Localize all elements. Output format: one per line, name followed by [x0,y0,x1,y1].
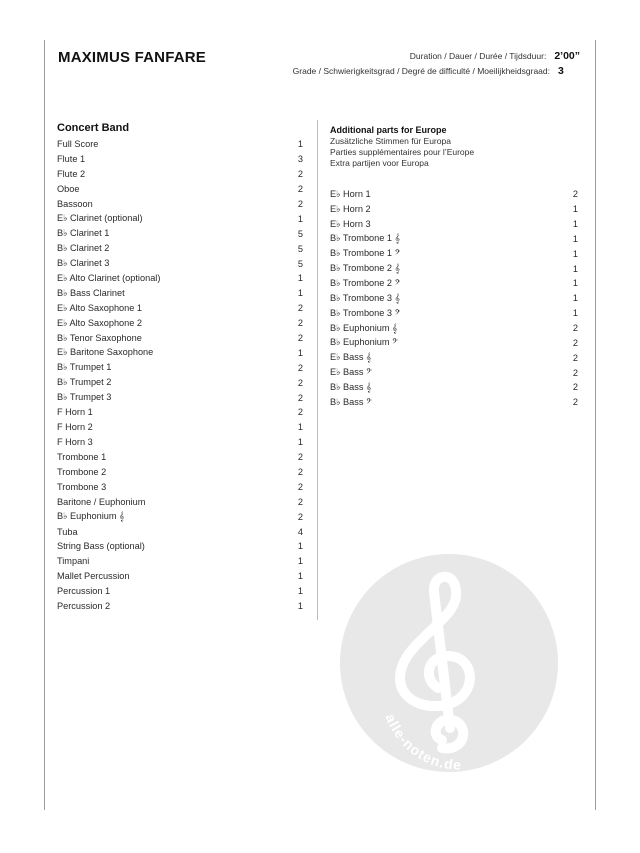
concert-band-part-row [57,167,303,182]
europe-subtitle-de: Zusätzliche Stimmen für Europa [330,136,451,146]
europe-part-name: B♭ Trombone 2 𝄞 [330,263,401,274]
concert-band-part-count: 3 [297,154,303,165]
concert-band-part-row [57,569,303,584]
concert-band-part-row [57,152,303,167]
concert-band-part-row [57,450,303,465]
concert-band-part-name: E♭ Alto Saxophone 2 [57,317,143,328]
europe-part-name: E♭ Horn 3 [330,218,371,229]
concert-band-part-row [57,316,303,331]
concert-band-part-name: Tuba [57,526,78,537]
concert-band-part-name: Full Score [57,139,99,150]
concert-band-part-count: 2 [297,377,303,388]
concert-band-part-count: 1 [297,139,303,150]
concert-band-part-count: 1 [297,437,303,448]
concert-band-part-count: 2 [297,511,303,522]
concert-band-part-name: Trombone 1 [57,452,107,463]
concert-band-part-name: String Bass (optional) [57,541,145,552]
concert-band-part-count: 1 [297,571,303,582]
concert-band-part-name: B♭ Trumpet 2 [57,377,112,388]
concert-band-part-row [57,301,303,316]
concert-band-part-name: F Horn 3 [57,437,93,448]
concert-band-part-name: Baritone / Euphonium [57,496,146,507]
concert-band-part-count: 1 [297,288,303,299]
europe-part-name: E♭ Horn 2 [330,203,371,214]
concert-band-part-count: 2 [297,318,303,329]
concert-band-part-row [57,554,303,569]
concert-band-part-row [57,584,303,599]
concert-band-part-name: Trombone 3 [57,481,107,492]
concert-band-part-row [57,360,303,375]
concert-band-part-count: 1 [297,541,303,552]
concert-band-part-name: Timpani [57,556,90,567]
europe-part-name: E♭ Bass 𝄢 [330,367,372,378]
concert-band-part-row [57,435,303,450]
concert-band-part-count: 2 [297,184,303,195]
concert-band-part-count: 5 [297,228,303,239]
concert-band-part-count: 2 [297,303,303,314]
right-margin-rule [595,40,596,810]
concert-band-part-count: 2 [297,333,303,344]
europe-part-name: B♭ Bass 𝄢 [330,396,372,407]
duration-line [410,50,580,62]
concert-band-part-row [57,331,303,346]
concert-band-part-name: Bassoon [57,199,93,209]
concert-band-part-row [57,390,303,405]
concert-band-part-row [57,286,303,301]
concert-band-part-name: B♭ Trumpet 1 [57,362,112,373]
europe-part-name: B♭ Euphonium 𝄢 [330,337,398,348]
europe-part-row [330,246,578,261]
europe-part-count: 1 [572,248,578,259]
europe-part-count: 2 [572,397,578,408]
duration-label: Duration / Dauer / Durée / Tijdsduur: [409,51,547,61]
watermark-logo [338,552,560,774]
concert-band-part-count: 5 [297,243,303,254]
watermark-disc [340,554,558,772]
column-divider [317,120,318,620]
europe-part-count: 2 [572,352,578,363]
europe-part-row [330,335,578,350]
concert-band-part-name: B♭ Trumpet 3 [57,392,112,403]
europe-part-count: 2 [572,189,578,200]
concert-band-part-count: 2 [297,452,303,463]
page-title: MAXIMUS FANFARE [58,49,207,66]
concert-band-column [57,122,303,614]
europe-part-name: E♭ Bass 𝄞 [330,352,372,363]
europe-part-count: 1 [572,204,578,215]
concert-band-part-name: F Horn 1 [57,407,93,418]
europe-part-row [330,291,578,306]
concert-band-part-count: 1 [297,556,303,567]
concert-band-part-row [57,524,303,539]
europe-part-count: 1 [572,219,578,230]
concert-band-heading: Concert Band [57,122,130,134]
europe-headings [330,125,578,169]
concert-band-part-row [57,182,303,197]
concert-band-part-row [57,405,303,420]
concert-band-part-row [57,226,303,241]
europe-part-row [330,187,578,202]
europe-part-count: 2 [572,382,578,393]
concert-band-part-count: 1 [297,273,303,284]
concert-band-part-name: B♭ Clarinet 2 [57,243,110,254]
concert-band-part-count: 1 [297,586,303,597]
concert-band-part-row [57,375,303,390]
europe-part-row [330,232,578,247]
concert-band-part-count: 2 [297,392,303,403]
europe-part-row [330,395,578,410]
europe-part-row [330,365,578,380]
concert-band-part-row [57,509,303,524]
europe-part-row [330,321,578,336]
concert-band-part-name: Oboe [57,184,80,195]
europe-part-count: 1 [572,263,578,274]
europe-part-name: E♭ Horn 1 [330,188,371,199]
concert-band-part-name: B♭ Euphonium 𝄞 [57,511,125,522]
concert-band-part-count: 4 [297,526,303,537]
concert-band-part-row [57,479,303,494]
europe-part-row [330,306,578,321]
europe-part-count: 2 [572,367,578,378]
concert-band-part-row [57,211,303,226]
europe-subtitle-fr: Parties supplémentaires pour l’Europe [330,147,475,157]
concert-band-part-count: 2 [297,362,303,373]
concert-band-part-row [57,256,303,271]
concert-band-part-count: 1 [297,213,303,224]
concert-band-part-row [57,345,303,360]
concert-band-part-row [57,420,303,435]
concert-band-part-name: Flute 2 [57,169,86,180]
concert-band-part-row [57,599,303,614]
watermark-text: alle-noten.de [382,711,463,773]
europe-part-row [330,380,578,395]
concert-band-part-name: B♭ Bass Clarinet [57,287,125,298]
europe-part-count: 2 [572,323,578,334]
europe-parts-list [330,187,578,410]
europe-parts-column [330,125,578,410]
grade-line [293,65,580,77]
concert-band-part-count: 1 [297,422,303,433]
concert-band-part-count: 2 [297,467,303,478]
europe-heading: Additional parts for Europe [330,125,447,135]
concert-band-parts-list [57,137,303,614]
europe-part-name: B♭ Trombone 3 𝄢 [330,307,401,318]
concert-band-part-row [57,197,303,212]
concert-band-part-count: 1 [297,347,303,358]
concert-band-part-row [57,137,303,152]
grade-label: Grade / Schwierigkeitsgrad / Degré de difficulté / Moeilijkheidsgraad: [292,66,550,76]
grade-value: 3 [558,65,564,77]
concert-band-part-name: Mallet Percussion [57,571,130,582]
concert-band-part-name: E♭ Clarinet (optional) [57,213,143,224]
europe-part-count: 2 [572,337,578,348]
europe-part-name: B♭ Trombone 1 𝄞 [330,233,401,244]
concert-band-part-row [57,465,303,480]
concert-band-part-name: Flute 1 [57,154,86,165]
concert-band-part-count: 2 [297,169,303,180]
concert-band-part-row [57,271,303,286]
concert-band-part-row [57,494,303,509]
europe-part-name: B♭ Trombone 3 𝄞 [330,292,401,303]
europe-part-row [330,350,578,365]
concert-band-part-count: 1 [297,601,303,612]
left-margin-rule [44,40,45,810]
concert-band-part-name: E♭ Baritone Saxophone [57,347,154,358]
europe-subtitle-nl: Extra partijen voor Europa [330,158,429,168]
duration-value: 2’00” [554,50,580,62]
concert-band-part-count: 2 [297,481,303,492]
concert-band-part-name: Percussion 2 [57,601,111,612]
europe-part-name: B♭ Trombone 1 𝄢 [330,248,401,259]
concert-band-part-count: 2 [297,496,303,507]
concert-band-part-name: B♭ Clarinet 1 [57,228,110,239]
europe-part-row [330,276,578,291]
concert-band-part-name: E♭ Alto Clarinet (optional) [57,272,161,283]
europe-part-count: 1 [572,233,578,244]
europe-part-count: 1 [572,278,578,289]
concert-band-part-row [57,539,303,554]
europe-part-name: B♭ Bass 𝄞 [330,381,372,392]
europe-part-row [330,261,578,276]
europe-part-row [330,217,578,232]
concert-band-part-count: 2 [297,407,303,418]
concert-band-part-name: E♭ Alto Saxophone 1 [57,302,143,313]
europe-part-count: 1 [572,293,578,304]
concert-band-part-name: B♭ Tenor Saxophone [57,332,142,343]
concert-band-part-count: 2 [297,199,303,209]
concert-band-part-name: F Horn 2 [57,422,93,433]
europe-part-name: B♭ Euphonium 𝄞 [330,322,398,333]
concert-band-part-name: Percussion 1 [57,586,111,597]
concert-band-part-name: B♭ Clarinet 3 [57,258,110,269]
concert-band-part-row [57,241,303,256]
concert-band-part-name: Trombone 2 [57,467,107,478]
europe-part-name: B♭ Trombone 2 𝄢 [330,277,401,288]
concert-band-part-count: 5 [297,258,303,269]
europe-part-count: 1 [572,308,578,319]
europe-part-row [330,202,578,217]
